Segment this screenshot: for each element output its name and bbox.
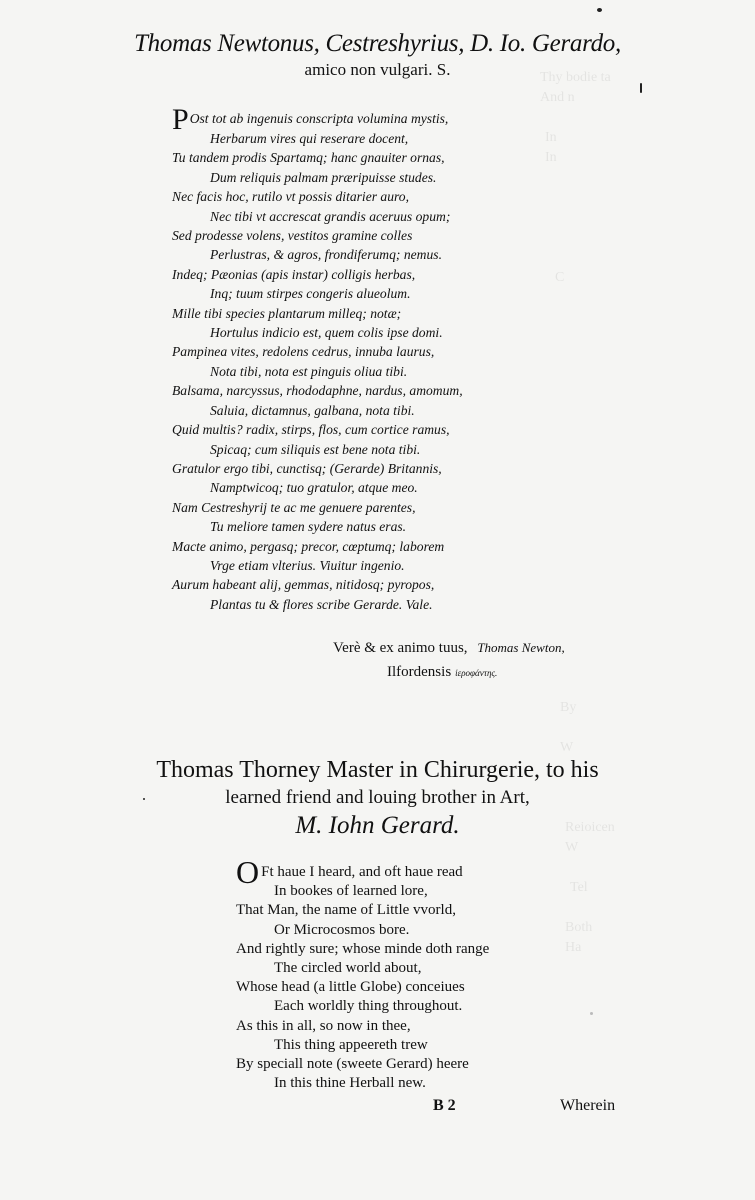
poem-line: Perlustras, & agros, frondiferumq; nemus. xyxy=(210,247,442,263)
signature-greek-title: ἱεροφάντης. xyxy=(455,668,498,678)
signature-mark: B 2 xyxy=(433,1097,456,1114)
poem-line: Tu meliore tamen sydere natus eras. xyxy=(210,519,407,535)
signature-valediction: Verè & ex animo tuus, xyxy=(333,640,468,656)
signature-name: Thomas Newton, xyxy=(477,640,565,655)
poem-line: Quid multis? radix, stirps, flos, cum cortice ramus, xyxy=(172,422,450,438)
catchword: Wherein xyxy=(560,1097,616,1114)
poem-line: Each worldly thing throughout. xyxy=(274,998,463,1015)
poem-line: Mille tibi species plantarum milleq; notæ; xyxy=(172,305,402,321)
poem-line: Inq; tuum stirpes congeris alueolum. xyxy=(210,286,411,302)
poem-line: Or Microcosmos bore. xyxy=(274,921,410,938)
poem-line: As this in all, so now in thee, xyxy=(236,1017,411,1034)
second-poem-subtitle: learned friend and louing brother in Art, xyxy=(225,787,530,808)
ink-speck xyxy=(590,1012,593,1015)
poem-line: Macte animo, pergasq; precor, cœptumq; laborem xyxy=(172,538,445,554)
latin-poem xyxy=(172,103,463,614)
poem-line: This thing appeereth trew xyxy=(274,1036,428,1053)
poem-line: In this thine Herball new. xyxy=(274,1075,426,1092)
poem-line: Vrge etiam vlterius. Viuitur ingenio. xyxy=(210,557,405,573)
second-poem-title: Thomas Thorney Master in Chirurgerie, to his xyxy=(156,757,599,783)
poem-line: Aurum habeant alij, gemmas, nitidosq; pyropos, xyxy=(172,577,435,593)
poem-line: Plantas tu & flores scribe Gerarde. Vale. xyxy=(210,596,433,612)
drop-cap: P xyxy=(172,103,189,136)
poem-line: Herbarum vires qui reserare docent, xyxy=(210,131,409,146)
poem-line: Namptwicoq; tuo gratulor, atque meo. xyxy=(210,480,418,496)
poem-line: Gratulor ergo tibi, cunctisq; (Gerarde) Britannis, xyxy=(172,460,442,476)
poem-line: In bookes of learned lore, xyxy=(274,883,428,900)
poem-line: Whose head (a little Globe) conceiues xyxy=(236,979,465,996)
poem-line: That Man, the name of Little vvorld, xyxy=(236,902,456,919)
book-page: Thy bodie ta And n In In C By W Reioicen W Tel Both Ha Thomas Newtonus, Cestreshyrius, D. Io. Gerardo, amico non vulgari. S. POst tot ab ingenuis conscripta volumina mystis, Herbarum vires qui reserare docent, Tu tandem prodis Spartamq; hanc gnauiter ornas, Dum reliquis palmam præripuisse studes. Nec facis hoc, rutilo vt possis ditarier auro, Nec tibi vt accrescat grandis aceruus opum; Sed prodesse volens, vestitos gramine colles Perlustras, & agros, frondiferumq; nemus. Indeq; Pæonias (apis instar) colligis herbas, Inq; tuum stirpes congeris alueolum. Mille tibi species plantarum milleq; notæ; Hortulus indicio est, quem colis ipse domi. Pampinea vites, redolens cedrus, innuba laurus, Nota tibi, nota est pinguis oliua tibi. Balsama, narcyssus, rhododaphne, nardus, amomum, Saluia, dictamnus, galbana, nota tibi. Quid multis? radix, stirps, flos, cum cortice ramus, Spicaq; cum siliquis est bene nota tibi. Gratulor ergo tibi, cunctisq; (Gerarde) Britannis, Namptwicoq; tuo gratulor, atque meo. Nam Cestreshyrij te ac me genuere parentes, Tu meliore tamen sydere natus eras. Macte animo, pergasq; precor, cœptumq; laborem Vrge etiam vlterius. Viuitur ingenio. Aurum habeant alij, gemmas, nitidosq; pyropos, Plantas tu & flores scribe Gerarde. Vale. Verè & ex animo tuus, Thomas Newton, Ilfordensis ἱεροφάντης. Thomas Thorney Master in Chirurgerie, to his learned friend and louing brother in Art, M. Iohn Gerard. O Ft haue I heard, and oft haue read In bookes of learned lore, That Man, the name of Little vvorld, Or Microcosmos bore. And rightly sure; whose minde doth range The circled world about, Whose head (a little Globe) conceiues Each worldly thing throughout. As this in all, so now in thee, This thing appeereth trew By speciall note (sweete Gerard) heere In this thine Herball new. B 2 Wherein xyxy=(0,0,755,1200)
poem-line: Pampinea vites, redolens cedrus, innuba laurus, xyxy=(172,344,435,360)
poem-title: Thomas Newtonus, Cestreshyrius, D. Io. Gerardo, xyxy=(134,30,621,57)
poem-line: Nam Cestreshyrij te ac me genuere parentes, xyxy=(172,499,416,515)
poem-line: The circled world about, xyxy=(274,960,422,977)
poem-line: Hortulus indicio est, quem colis ipse domi. xyxy=(210,325,443,341)
poem-line: Tu tandem prodis Spartamq; hanc gnauiter ornas, xyxy=(172,150,445,166)
drop-cap: O xyxy=(236,854,260,890)
signature-line xyxy=(333,640,565,657)
english-poem xyxy=(236,854,490,1093)
poem-line: Ost tot ab ingenuis conscripta volumina mystis, xyxy=(189,111,449,126)
poem-line: Spicaq; cum siliquis est bene nota tibi. xyxy=(210,441,421,457)
poem-line: Nota tibi, nota est pinguis oliua tibi. xyxy=(210,363,408,379)
poem-line: By speciall note (sweete Gerard) heere xyxy=(236,1056,469,1073)
poem-line: Ft haue I heard, and oft haue read xyxy=(261,864,463,880)
ink-speck xyxy=(640,83,642,93)
ink-speck xyxy=(597,8,602,12)
ink-speck xyxy=(143,798,145,800)
poem-line: Saluia, dictamnus, galbana, nota tibi. xyxy=(210,402,415,418)
poem-subtitle: amico non vulgari. S. xyxy=(304,60,451,79)
poem-line: And rightly sure; whose minde doth range xyxy=(236,940,490,957)
poem-line: Indeq; Pæonias (apis instar) colligis herbas, xyxy=(172,266,416,282)
second-poem-addressee: M. Iohn Gerard. xyxy=(295,812,460,839)
poem-line: Nec tibi vt accrescat grandis aceruus opum; xyxy=(210,208,451,224)
poem-line: Nec facis hoc, rutilo vt possis ditarier auro, xyxy=(172,189,410,205)
poem-line: Dum reliquis palmam præripuisse studes. xyxy=(210,169,437,185)
signature-place-line xyxy=(387,664,497,681)
signature-place: Ilfordensis xyxy=(387,664,452,680)
poem-line: Balsama, narcyssus, rhododaphne, nardus, amomum, xyxy=(172,383,463,399)
poem-line: Sed prodesse volens, vestitos gramine colles xyxy=(172,228,413,244)
